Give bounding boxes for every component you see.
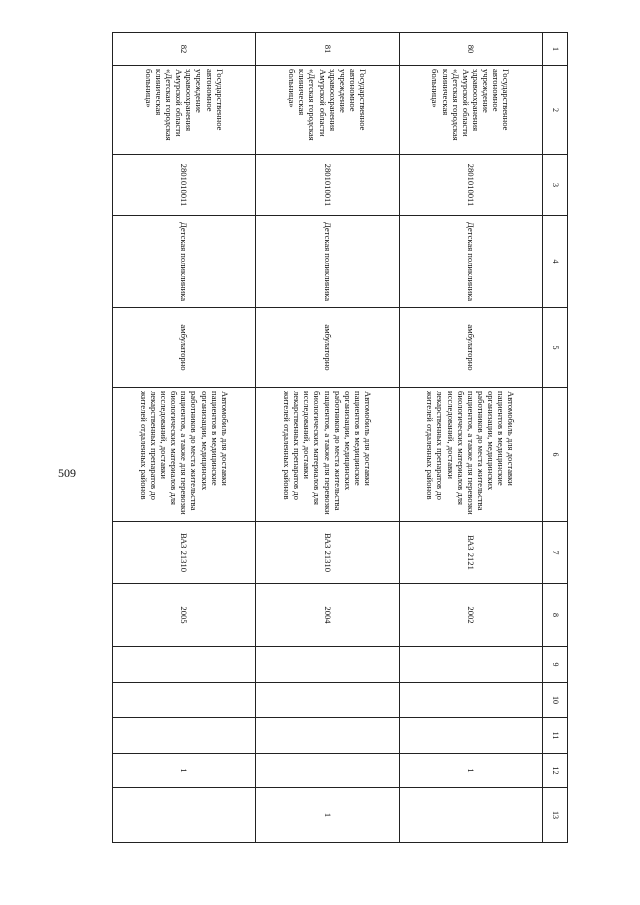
table-cell [399,647,542,683]
table-cell [256,754,399,788]
department: Детская поликлиника [113,216,256,308]
header-cell: 8 [543,584,568,647]
care-type: амбулаторно [113,308,256,388]
table-cell [399,788,542,843]
header-cell: 11 [543,718,568,754]
row-number: 80 [399,33,542,66]
vehicle-model: ВАЗ 2121 [399,522,542,584]
header-cell: 7 [543,522,568,584]
vehicle-year: 2004 [256,584,399,647]
header-cell: 4 [543,216,568,308]
header-cell: 1 [543,33,568,66]
table-cell [399,718,542,754]
department: Детская поликлиника [399,216,542,308]
row-number: 82 [113,33,256,66]
vehicle-table [112,32,568,843]
inn-code: 2801010011 [113,155,256,216]
vehicle-year: 2002 [399,584,542,647]
header-cell: 10 [543,683,568,718]
table-cell [256,647,399,683]
table-row [256,33,399,843]
table-cell [113,647,256,683]
table-cell [256,718,399,754]
header-cell: 13 [543,788,568,843]
care-type: амбулаторно [399,308,542,388]
table-cell [113,788,256,843]
table-row [399,33,542,843]
vehicle-model: ВАЗ 21310 [256,522,399,584]
table-cell: 1 [399,754,542,788]
table-cell: 1 [113,754,256,788]
table-cell [113,718,256,754]
header-cell: 6 [543,388,568,522]
header-cell: 5 [543,308,568,388]
table-row [113,33,256,843]
table-cell [256,683,399,718]
organization-name: Государственное автономное учреждение здравоохранения Амурской области «Детская городская клиническая больница» [399,66,542,155]
vehicle-purpose: Автомобиль для доставки пациентов в медицинские организации, медицинских работников до места жительства пациентов, а также для перевозки биологических материалов для исследований, доставки лекарственных препаратов до жителей отдаленных районов [113,388,256,522]
table-cell: 1 [256,788,399,843]
organization-name: Государственное автономное учреждение здравоохранения Амурской области «Детская городская клиническая больница» [256,66,399,155]
header-cell: 3 [543,155,568,216]
row-number: 81 [256,33,399,66]
header-cell: 12 [543,754,568,788]
table-cell [113,683,256,718]
rotated-table-container [112,32,568,842]
vehicle-year: 2005 [113,584,256,647]
department: Детская поликлиника [256,216,399,308]
header-row [543,33,568,843]
vehicle-purpose: Автомобиль для доставки пациентов в медицинские организации, медицинских работников до места жительства пациентов, а также для перевозки биологических материалов для исследований, доставки лекарственных препаратов до жителей отдаленных районов [399,388,542,522]
vehicle-model: ВАЗ 21310 [113,522,256,584]
care-type: амбулаторно [256,308,399,388]
organization-name: Государственное автономное учреждение здравоохранения Амурской области «Детская городская клиническая больница» [113,66,256,155]
header-cell: 9 [543,647,568,683]
page-number: 509 [58,466,76,480]
vehicle-purpose: Автомобиль для доставки пациентов в медицинские организации, медицинских работников до места жительства пациентов, а также для перевозки биологических материалов для исследований, доставки лекарственных препаратов до жителей отдаленных районов [256,388,399,522]
inn-code: 2801010011 [256,155,399,216]
header-cell: 2 [543,66,568,155]
inn-code: 2801010011 [399,155,542,216]
table-cell [399,683,542,718]
